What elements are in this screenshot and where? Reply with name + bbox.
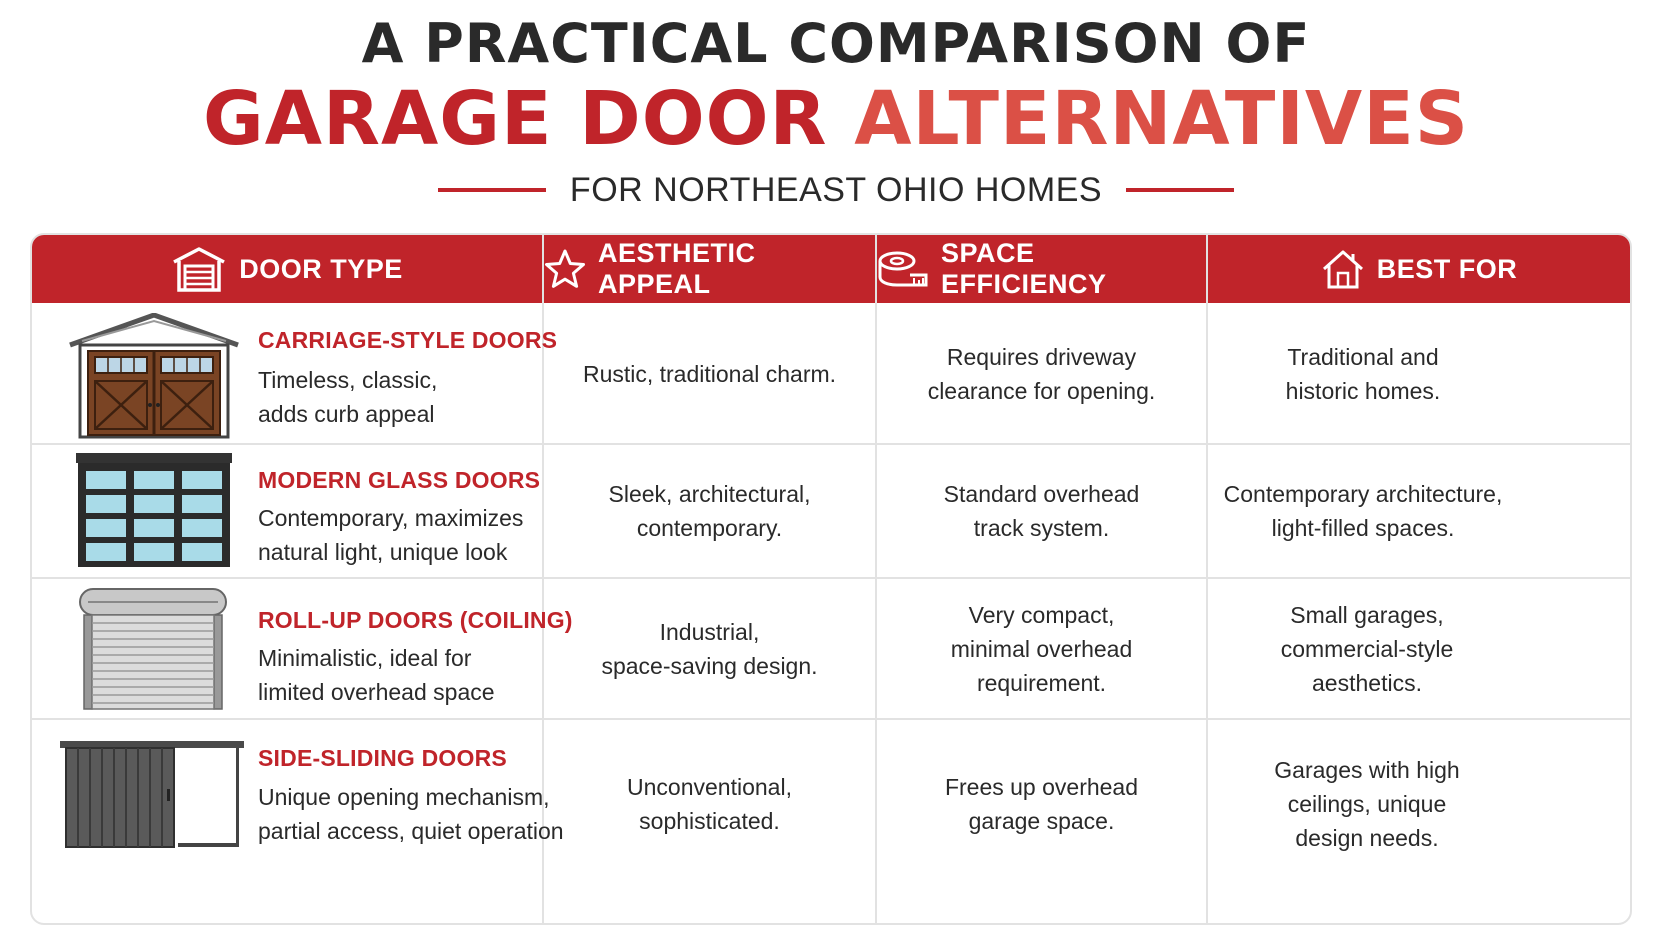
space-text: Standard overhead track system. <box>943 481 1140 541</box>
rollup-door-icon <box>78 587 228 711</box>
best-for-cell <box>1208 579 1526 718</box>
header-best-for-label: BEST FOR <box>1376 253 1518 284</box>
house-icon <box>1321 248 1365 290</box>
space-text: Very compact, minimal overhead requirement. <box>950 601 1133 696</box>
garage-icon <box>171 246 227 292</box>
title-line-2 <box>0 76 1672 162</box>
best-for-cell <box>1208 305 1518 443</box>
space-cell <box>877 305 1206 443</box>
header-aesthetic-label: AESTHETIC APPEAL <box>598 238 756 299</box>
title-line-1: A PRACTICAL COMPARISON OF <box>361 12 1311 75</box>
subtitle-rule-right <box>1126 188 1234 192</box>
space-cell <box>877 720 1206 888</box>
best-for-text: Contemporary architecture, light-filled spaces. <box>1223 481 1503 541</box>
space-cell <box>877 445 1206 577</box>
header-aesthetic-appeal <box>544 235 875 303</box>
title-alternatives: ALTERNATIVES <box>854 76 1470 162</box>
door-name: SIDE-SLIDING DOORS <box>258 745 507 771</box>
aesthetic-cell <box>544 305 875 443</box>
best-for-cell <box>1208 445 1518 577</box>
door-description: Minimalistic, ideal for limited overhead space <box>258 645 495 705</box>
door-name: MODERN GLASS DOORS <box>258 467 541 493</box>
door-description: Timeless, classic, adds curb appeal <box>258 367 438 427</box>
table-header <box>32 235 1630 303</box>
best-for-text: Traditional and historic homes. <box>1285 344 1441 404</box>
space-cell <box>877 579 1206 718</box>
sliding-door-icon <box>60 739 246 849</box>
best-for-text: Garages with high ceilings, unique design needs. <box>1274 757 1460 851</box>
best-for-text: Small garages, commercial-style aesthetics. <box>1280 601 1454 696</box>
comparison-table <box>30 233 1632 925</box>
tape-measure-icon <box>877 249 929 289</box>
star-icon <box>544 248 586 290</box>
header-best-for <box>1208 235 1630 303</box>
door-description: Contemporary, maximizes natural light, unique look <box>258 505 524 565</box>
header-space-label: SPACE EFFICIENCY <box>941 238 1107 299</box>
header-door-type-label: DOOR TYPE <box>239 253 403 284</box>
aesthetic-cell <box>544 445 875 577</box>
aesthetic-text: Industrial, space-saving design. <box>601 618 818 679</box>
subtitle-rule-left <box>438 188 546 192</box>
aesthetic-cell <box>544 720 875 888</box>
header-space-efficiency <box>877 235 1206 303</box>
best-for-cell <box>1208 720 1526 888</box>
space-text: Requires driveway clearance for opening. <box>927 344 1156 404</box>
glass-door-icon <box>76 453 232 569</box>
subtitle-row <box>0 168 1672 212</box>
door-name: ROLL-UP DOORS (COILING) <box>258 607 573 633</box>
subtitle: FOR NORTHEAST OHIO HOMES <box>569 170 1103 209</box>
aesthetic-cell <box>544 579 875 718</box>
space-text: Frees up overhead garage space. <box>944 774 1139 834</box>
aesthetic-text: Sleek, architectural, contemporary. <box>608 481 811 541</box>
carriage-door-icon <box>68 313 240 439</box>
door-description: Unique opening mechanism, partial access, quiet operation <box>258 784 564 844</box>
header-door-type <box>32 235 542 303</box>
aesthetic-text: Unconventional, sophisticated. <box>627 774 792 834</box>
title-garage-door: GARAGE DOOR <box>202 76 828 162</box>
aesthetic-text: Rustic, traditional charm. <box>582 361 837 387</box>
door-name: CARRIAGE-STYLE DOORS <box>258 327 558 353</box>
